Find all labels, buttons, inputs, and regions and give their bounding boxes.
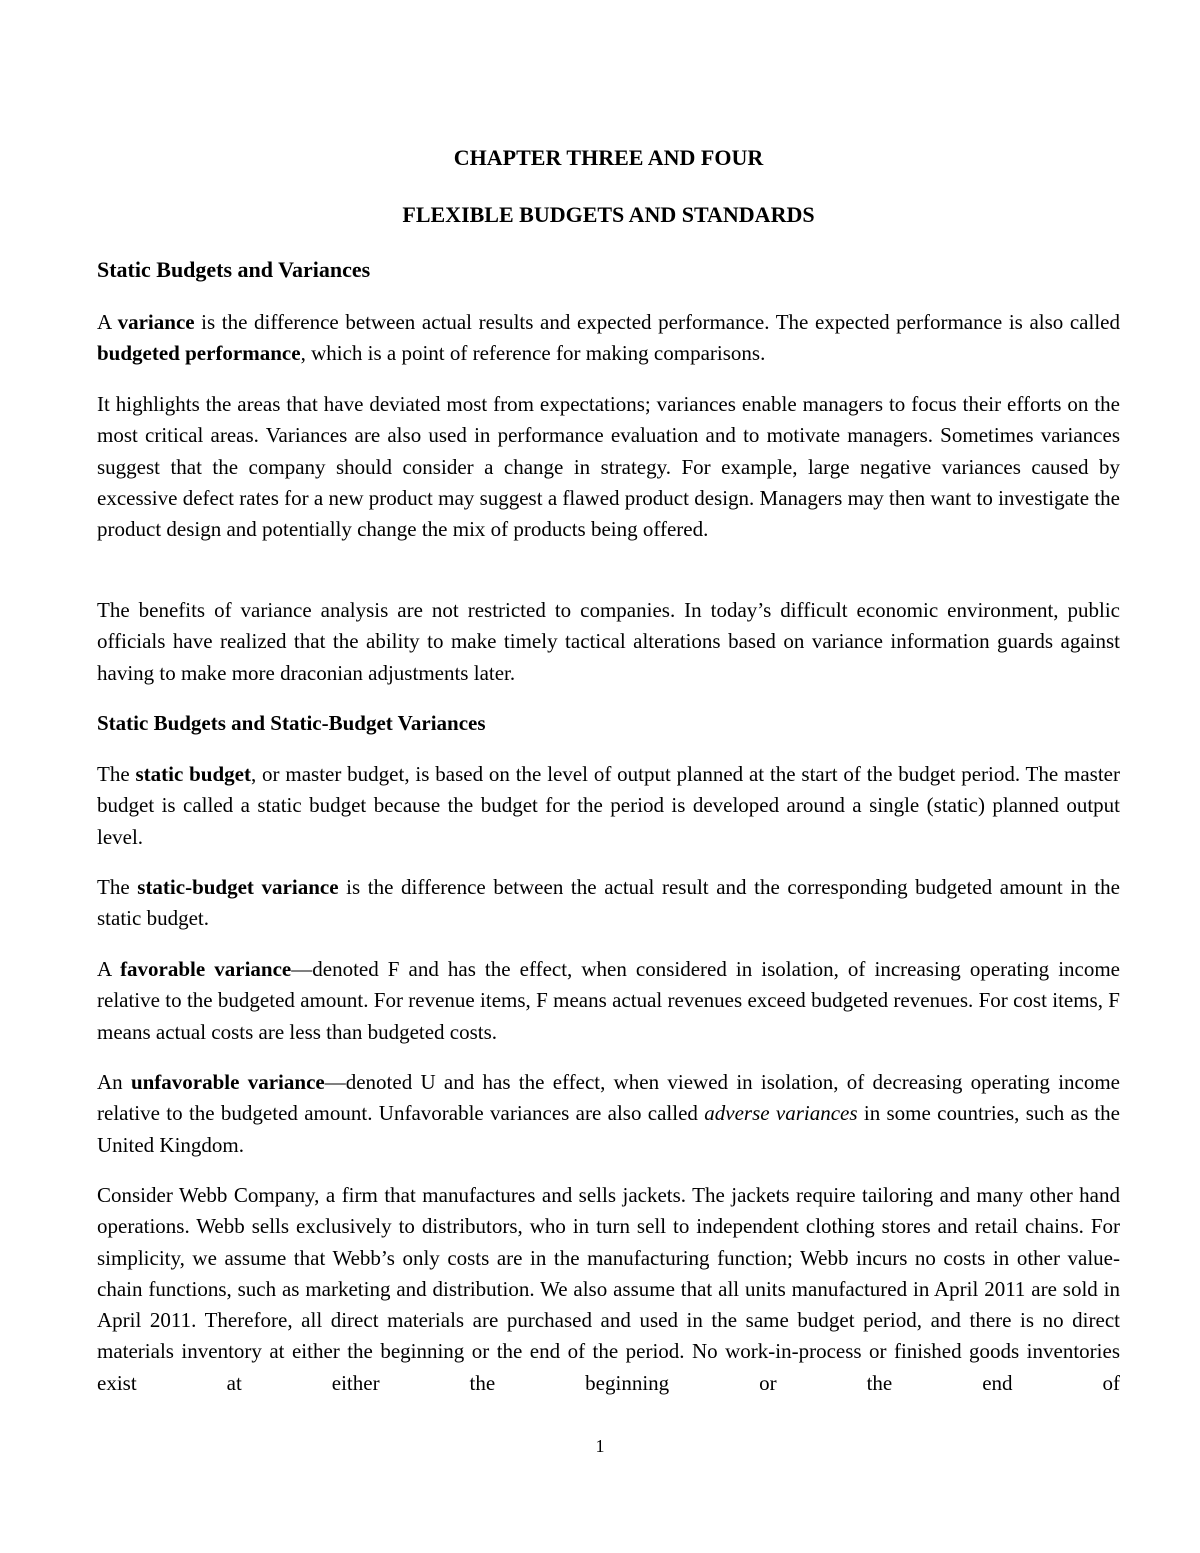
paragraph-static-budget-variance xyxy=(97,872,1120,935)
page-number: 1 xyxy=(595,1436,605,1456)
term-static-budget: static budget xyxy=(135,762,251,786)
text-run: The xyxy=(97,875,138,899)
text-run: is the difference between the actual result and the corresponding budgeted amount in the static budget. xyxy=(97,875,1120,931)
text-run: —denoted F and has the effect, when considered in isolation, of increasing operating income relative to the budgeted amount. For revenue items, F means actual revenues exceed budgeted revenues. For cost items, F means actual costs are less than budgeted costs. xyxy=(97,957,1121,1044)
text-run: —denoted U and has the effect, when viewed in isolation, of decreasing operating income relative to the budgeted amount. Unfavorable variances are also called xyxy=(97,1070,1121,1126)
section-heading-static-budget-variances: Static Budgets and Static-Budget Variances xyxy=(97,711,486,735)
section-heading-static-budgets-variances: Static Budgets and Variances xyxy=(97,257,371,282)
term-adverse-variances: adverse variances xyxy=(704,1101,858,1126)
term-variance: variance xyxy=(117,310,195,334)
text-run: in some countries, such as the United Kingdom. xyxy=(97,1101,1121,1157)
term-budgeted-performance: budgeted performance xyxy=(97,341,301,366)
term-static-budget-variance: static-budget variance xyxy=(137,875,339,899)
paragraph-variance-definition xyxy=(97,307,1120,370)
text-run: , which is a point of reference for making comparisons. xyxy=(300,341,766,366)
term-unfavorable-variance: unfavorable variance xyxy=(130,1070,325,1094)
text-run: A xyxy=(97,957,121,981)
chapter-title: CHAPTER THREE AND FOUR xyxy=(453,145,764,170)
paragraph-unfavorable-variance xyxy=(97,1067,1120,1161)
text-run: An xyxy=(97,1070,131,1094)
paragraph-static-budget xyxy=(97,759,1120,853)
text-run: The xyxy=(97,762,136,786)
text-run: , or master budget, is based on the level of output planned at the start of the budget period. The master budget is called a static budget because the budget for the period is developed around a single (static) planned output level. xyxy=(97,762,1120,849)
text-run: A xyxy=(97,310,118,334)
paragraph-variance-purpose: It highlights the areas that have deviated most from expectations; variances enable managers to focus their efforts on the most critical areas. Variances are also used in performance evaluation and to motivate managers. Sometimes variances suggest that the company should consider a change in strategy. For example, large negative variances caused by excessive defect rates for a new product may suggest a flawed product design. Managers may then want to investigate the product design and potentially change the mix of products being offered. xyxy=(97,392,1120,542)
paragraph-variance-benefits: The benefits of variance analysis are not restricted to companies. In today’s difficult economic environment, public officials have realized that the ability to make timely tactical alterations based on variance information guards against having to make more draconian adjustments later. xyxy=(97,598,1120,685)
paragraph-favorable-variance xyxy=(97,954,1120,1048)
document-subtitle: FLEXIBLE BUDGETS AND STANDARDS xyxy=(402,202,815,227)
paragraph-webb-company: Consider Webb Company, a firm that manufactures and sells jackets. The jackets require tailoring and many other hand operations. Webb sells exclusively to distributors, who in turn sell to independent clothing stores and retail chains. For simplicity, we assume that Webb’s only costs are in the manufacturing function; Webb incurs no costs in other value-chain functions, such as marketing and distribution. We also assume that all units manufactured in April 2011 are sold in April 2011. Therefore, all direct materials are purchased and used in the same budget period, and there is no direct materials inventory at either the beginning or the end of the period. No work-in-process or finished goods inventories exist at either the beginning or the end of xyxy=(97,1183,1120,1395)
text-run: is the difference between actual results and expected performance. The expected performance is also called xyxy=(194,310,1120,334)
term-favorable-variance: favorable variance xyxy=(120,957,292,981)
